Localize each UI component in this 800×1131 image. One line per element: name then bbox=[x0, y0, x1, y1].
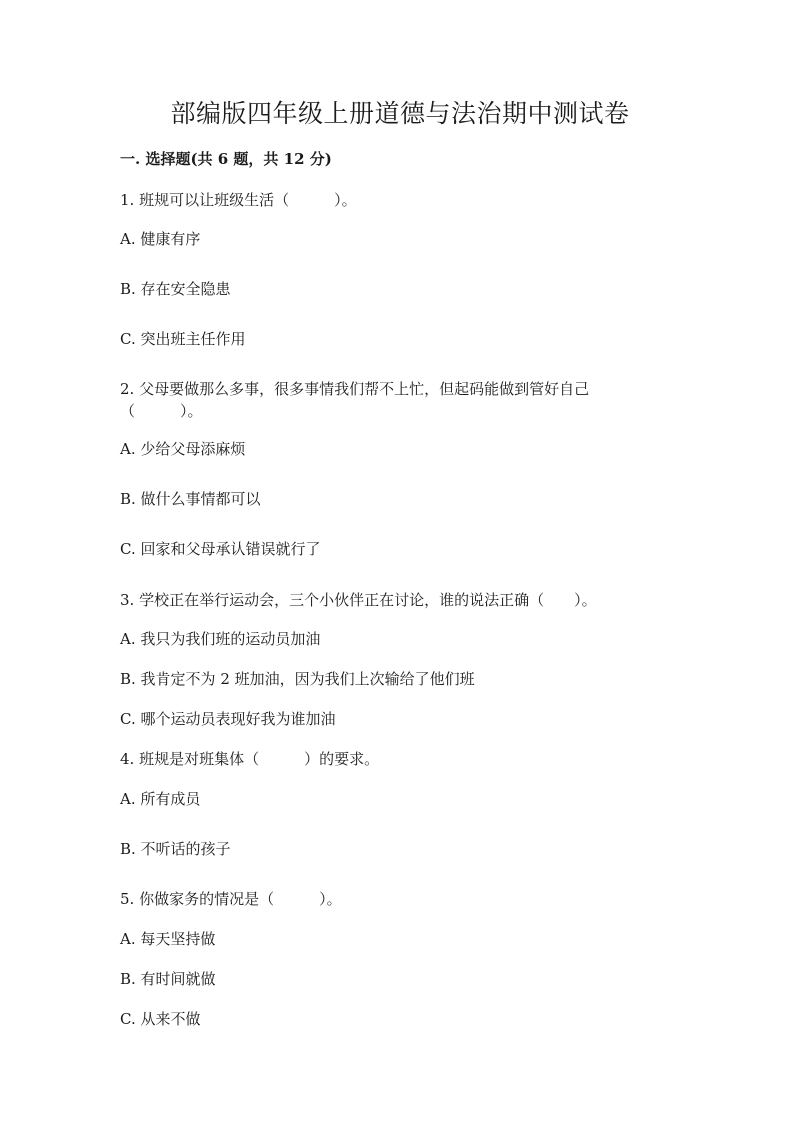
question-5-option-c: C. 从来不做 bbox=[120, 1010, 201, 1028]
question-3-option-b: B. 我肯定不为 2 班加油，因为我们上次输给了他们班 bbox=[120, 670, 475, 688]
question-1-option-a: A. 健康有序 bbox=[120, 230, 201, 248]
question-1-option-c: C. 突出班主任作用 bbox=[120, 330, 246, 348]
question-5-option-a: A. 每天坚持做 bbox=[120, 930, 216, 948]
question-3-stem: 3. 学校正在举行运动会，三个小伙伴正在讨论，谁的说法正确（ ）。 bbox=[120, 591, 597, 609]
question-4-stem: 4. 班规是对班集体（ ）的要求。 bbox=[120, 750, 380, 768]
question-2-option-a: A. 少给父母添麻烦 bbox=[120, 440, 246, 458]
question-3-option-c: C. 哪个运动员表现好我为谁加油 bbox=[120, 710, 336, 728]
question-2-option-c: C. 回家和父母承认错误就行了 bbox=[120, 540, 321, 558]
question-2-stem: 2. 父母要做那么多事，很多事情我们帮不上忙，但起码能做到管好自己 bbox=[120, 380, 590, 398]
question-3-option-a: A. 我只为我们班的运动员加油 bbox=[120, 630, 321, 648]
question-5-option-b: B. 有时间就做 bbox=[120, 970, 216, 988]
question-5-stem: 5. 你做家务的情况是（ ）。 bbox=[120, 890, 342, 908]
question-2-stem-continued: （ ）。 bbox=[120, 402, 203, 420]
question-4-option-a: A. 所有成员 bbox=[120, 790, 201, 808]
page-title: 部编版四年级上册道德与法治期中测试卷 bbox=[170, 99, 630, 128]
question-2-option-b: B. 做什么事情都可以 bbox=[120, 490, 261, 508]
question-1-option-b: B. 存在安全隐患 bbox=[120, 280, 231, 298]
section-heading: 一. 选择题(共 6 题，共 12 分) bbox=[120, 150, 332, 168]
question-1-stem: 1. 班规可以让班级生活（ ）。 bbox=[120, 191, 357, 209]
question-4-option-b: B. 不听话的孩子 bbox=[120, 840, 231, 858]
